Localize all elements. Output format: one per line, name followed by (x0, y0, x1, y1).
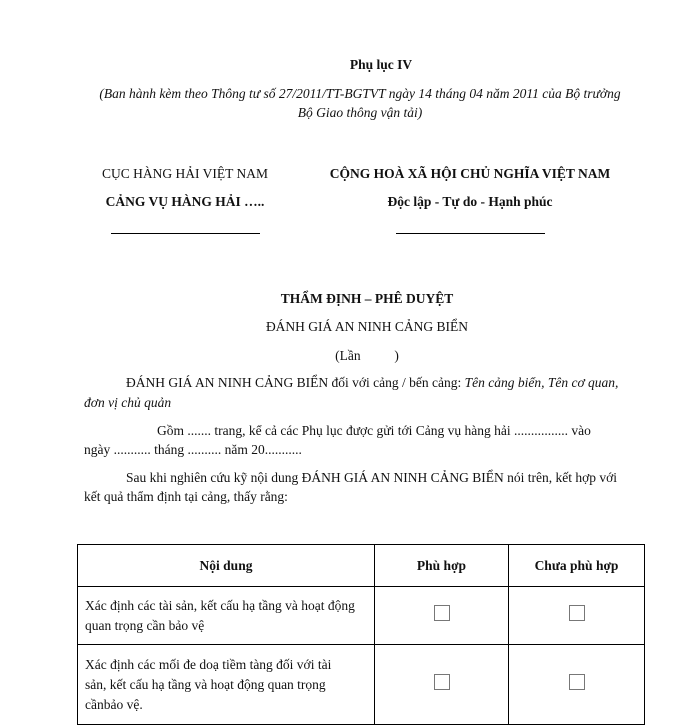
row-content-line: Xác định các tài sản, kết cấu hạ tầng và hoạt động (85, 597, 355, 613)
header-content: Nội dung (78, 545, 375, 587)
paragraph-1-line2: đơn vị chủ quản (84, 395, 172, 410)
table-row (78, 587, 645, 645)
appendix-title: Phụ lục IV (349, 57, 413, 72)
row-not-suitable-cell (509, 587, 645, 645)
header-suitable: Phù hợp (375, 545, 509, 587)
right-header-rule (396, 233, 545, 234)
national-title: CỘNG HOÀ XÃ HỘI CHỦ NGHĨA VIỆT NAM (329, 166, 611, 181)
national-motto: Độc lập - Tự do - Hạnh phúc (387, 194, 553, 209)
not-suitable-checkbox[interactable] (569, 674, 585, 690)
row-suitable-cell (375, 587, 509, 645)
row-content-line: quan trọng cần bảo vệ (85, 617, 205, 633)
port-authority-name: CẢNG VỤ HÀNG HẢI ….. (105, 194, 265, 209)
row-not-suitable-cell (509, 645, 645, 725)
suitable-checkbox[interactable] (434, 605, 450, 621)
paragraph-3-line1: Sau khi nghiên cứu kỹ nội dung ĐÁNH GIÁ AN NINH CẢNG BIỂN nói trên, kết hợp với (126, 470, 618, 485)
attempt-number: (Lần ) (335, 348, 399, 363)
evaluation-table (77, 544, 645, 725)
table-header-row (78, 545, 645, 587)
paragraph-1-line1 (126, 375, 656, 391)
paragraph-3-line2: kết quả thẩm định tại cảng, thấy rằng: (84, 489, 288, 504)
row-suitable-cell (375, 645, 509, 725)
document-subtitle: ĐÁNH GIÁ AN NINH CẢNG BIỂN (265, 319, 469, 334)
document-title: THẨM ĐỊNH – PHÊ DUYỆT (280, 291, 454, 306)
paragraph-2-line1: Gồm ....... trang, kể cả các Phụ lục được gửi tới Cảng vụ hàng hải ................ vào (157, 423, 591, 438)
agency-name: CỤC HÀNG HẢI VIỆT NAM (101, 166, 268, 181)
suitable-checkbox[interactable] (434, 674, 450, 690)
row-content (78, 587, 375, 645)
paragraph-2-line2: ngày ........... tháng .......... năm 20........... (84, 442, 302, 457)
row-content-line: cầnbảo vệ. (85, 696, 143, 712)
paragraph-1-port-name: Tên cảng biển, Tên cơ quan, (464, 375, 619, 390)
paragraph-1-lead: ĐÁNH GIÁ AN NINH CẢNG BIỂN đối với cảng / bến cảng: (126, 375, 465, 390)
table-row (78, 645, 645, 725)
not-suitable-checkbox[interactable] (569, 605, 585, 621)
row-content-line: sản, kết cấu hạ tầng và hoạt động quan trọng (85, 676, 326, 692)
row-content (78, 645, 375, 725)
header-not-suitable: Chưa phù hợp (509, 545, 645, 587)
appendix-subtitle-line2: Bộ Giao thông vận tải) (297, 105, 423, 120)
row-content-line: Xác định các mối đe doạ tiềm tàng đối với tài (85, 656, 332, 672)
appendix-subtitle-line1: (Ban hành kèm theo Thông tư số 27/2011/TT-BGTVT ngày 14 tháng 04 năm 2011 của Bộ trưởng (99, 86, 621, 101)
left-header-rule (111, 233, 260, 234)
